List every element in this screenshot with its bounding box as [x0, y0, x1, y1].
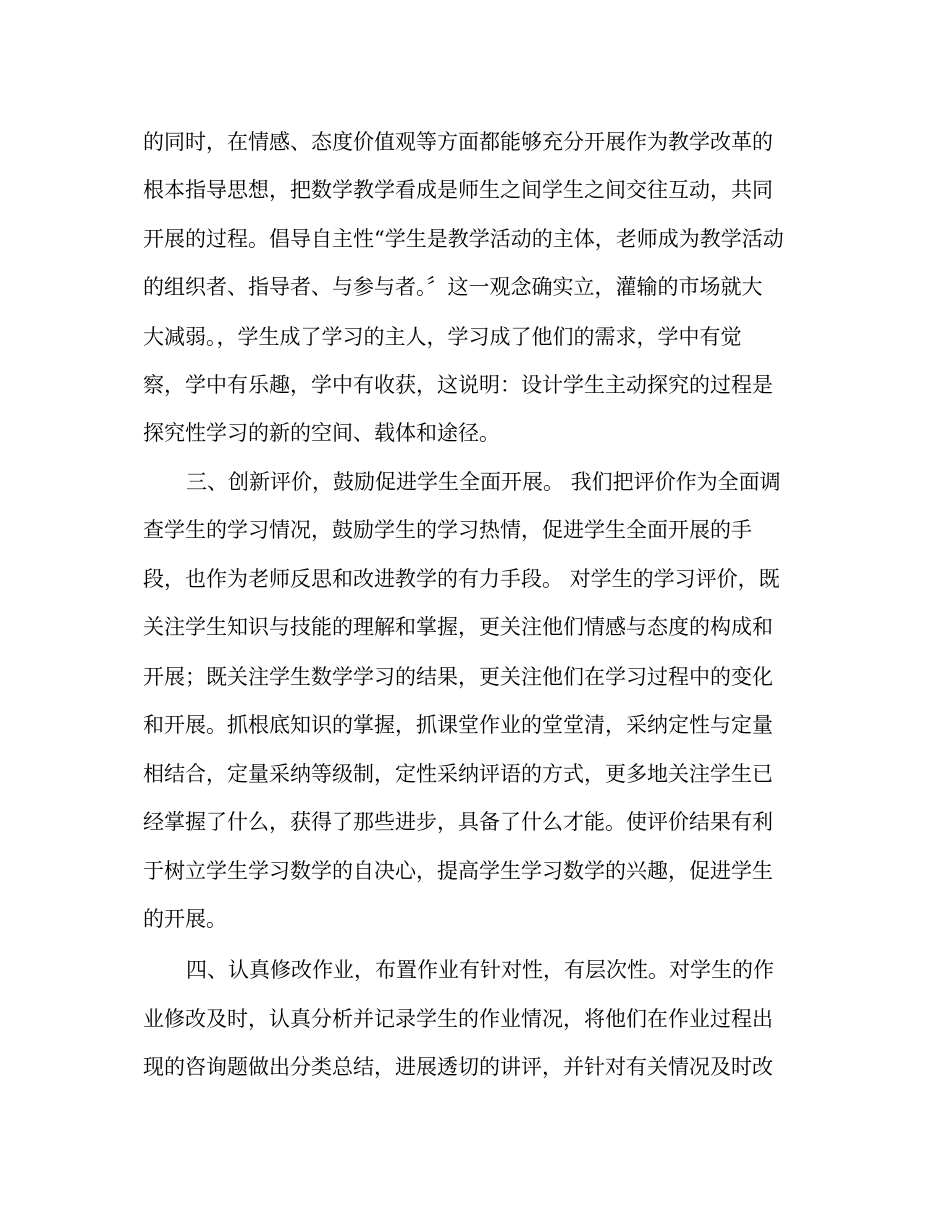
text-line: 现的咨询题做出分类总结，进展透切的讲评，并针对有关情况及时改	[143, 1055, 773, 1079]
text-line: 的组织者、指导者、与参与者。〞这一观念确实立，灌输的市场就大	[143, 275, 763, 299]
text-line: 段，也作为老师反思和改进教学的有力手段。 对学生的学习评价，既	[143, 567, 780, 591]
text-line: 关注学生知识与技能的理解和掌握，更关注他们情感与态度的构成和	[143, 615, 773, 639]
text-line: 于树立学生学习数学的自决心，提高学生学习数学的兴趣，促进学生	[143, 859, 773, 883]
section-heading-line: 四、认真修改作业，布置作业有针对性，有层次性。对学生的作	[186, 958, 774, 982]
section-heading-line: 三、创新评价，鼓励促进学生全面开展。 我们把评价作为全面调	[186, 470, 781, 494]
text-line: 相结合，定量采纳等级制，定性采纳评语的方式，更多地关注学生已	[143, 762, 773, 786]
text-line: 察，学中有乐趣，学中有收获，这说明：设计学生主动探究的过程是	[143, 373, 773, 397]
text-line: 经掌握了什么，获得了那些进步，具备了什么才能。使评价结果有利	[143, 810, 773, 834]
text-line: 查学生的学习情况，鼓励学生的学习热情，促进学生全面开展的手	[143, 518, 752, 542]
text-line: 的开展。	[143, 907, 227, 931]
text-line: 业修改及时，认真分析并记录学生的作业情况，将他们在作业过程出	[143, 1007, 773, 1031]
text-line: 探究性学习的新的空间、载体和途径。	[143, 421, 500, 445]
text-line: 开展的过程。倡导自主性“学生是教学活动的主体，老师成为教学活动	[143, 227, 784, 251]
text-line: 的同时，在情感、态度价值观等方面都能够充分开展作为教学改革的	[143, 130, 773, 154]
text-line: 开展；既关注学生数学学习的结果，更关注他们在学习过程中的变化	[143, 665, 773, 689]
text-line: 大减弱。，学生成了学习的主人，学习成了他们的需求，学中有觉	[143, 325, 742, 349]
text-line: 根本指导思想，把数学教学看成是师生之间学生之间交往互动，共同	[143, 178, 773, 202]
text-line: 和开展。抓根底知识的掌握，抓课堂作业的堂堂清，采纳定性与定量	[143, 713, 773, 737]
